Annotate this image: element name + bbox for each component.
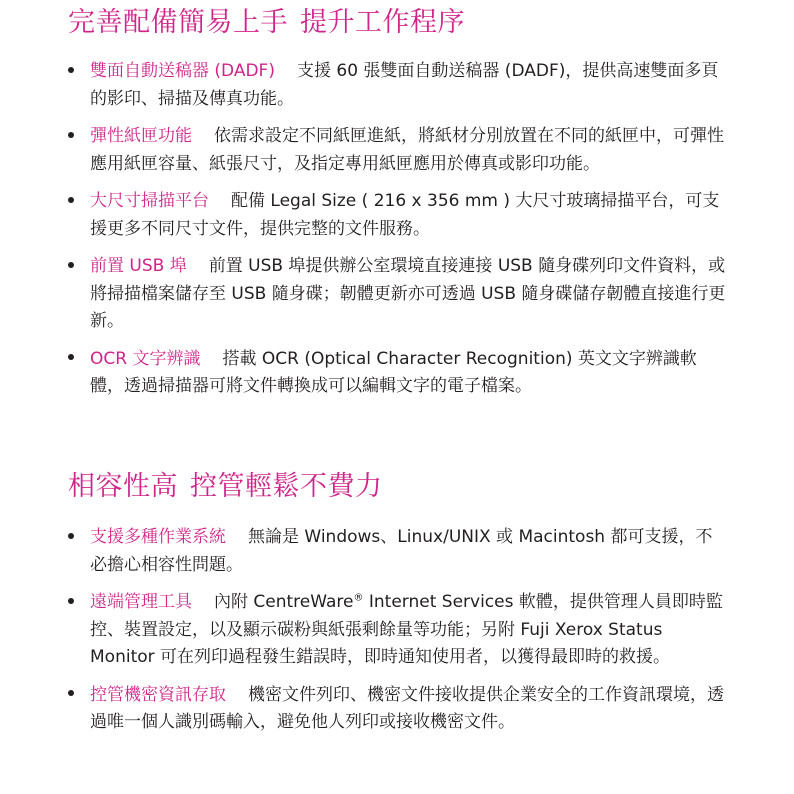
feature-name: 彈性紙匣功能 bbox=[90, 126, 192, 146]
feature-item-ocr bbox=[68, 346, 728, 401]
feature-name: 支援多種作業系統 bbox=[90, 527, 226, 547]
feature-description: 前置 USB 埠提供辦公室環境直接連接 USB 隨身碟列印文件資料，或將掃描檔案儲存至 USB 隨身碟；韌體更新亦可透過 USB 隨身碟儲存韌體直接進行更新。 bbox=[90, 256, 726, 331]
feature-item-dadf bbox=[68, 58, 728, 113]
feature-description-part: 內附 CentreWare bbox=[214, 592, 354, 612]
feature-list bbox=[68, 524, 728, 737]
feature-description: 支援 60 張雙面自動送稿器 (DADF)，提供高速雙面多頁的影印、掃描及傳真功能。 bbox=[90, 61, 719, 109]
bullet-icon bbox=[68, 524, 82, 552]
feature-name: 前置 USB 埠 bbox=[90, 256, 187, 276]
bullet-icon bbox=[68, 253, 82, 281]
section-title bbox=[68, 470, 728, 504]
feature-name: OCR 文字辨識 bbox=[90, 348, 201, 369]
bullet-icon bbox=[68, 188, 82, 216]
section-compatibility bbox=[68, 470, 728, 747]
feature-description: 搭載 OCR (Optical Character Recognition) 英文文字辨識軟體，透過掃描器可將文件轉換成可以編輯文字的電子檔案。 bbox=[90, 348, 697, 396]
feature-item-os-support bbox=[68, 524, 728, 579]
feature-description: 機密文件列印、機密文件接收提供企業安全的工作資訊環境，透過唯一個人識別碼輸入，避免他人列印或接收機密文件。 bbox=[90, 684, 724, 732]
bullet-icon bbox=[68, 346, 82, 374]
feature-description: 依需求設定不同紙匣進紙，將紙材分別放置在不同的紙匣中，可彈性應用紙匣容量、紙張尺寸，及指定專用紙匣應用於傳真或影印功能。 bbox=[90, 126, 724, 174]
section-title-part-2: 控管輕鬆不費力 bbox=[190, 471, 383, 502]
feature-list bbox=[68, 58, 728, 401]
feature-description: 配備 Legal Size ( 216 x 356 mm ) 大尺寸玻璃掃描平台，可支援更多不同尺寸文件，提供完整的文件服務。 bbox=[90, 191, 720, 239]
feature-name: 遠端管理工具 bbox=[90, 592, 192, 612]
section-title-part-2: 提升工作程序 bbox=[300, 7, 465, 38]
bullet-icon bbox=[68, 682, 82, 710]
feature-name: 雙面自動送稿器 (DADF) bbox=[90, 61, 275, 81]
bullet-icon bbox=[68, 123, 82, 151]
section-title bbox=[68, 6, 728, 40]
feature-item-secure-access bbox=[68, 682, 728, 737]
feature-item-flexible-tray bbox=[68, 123, 728, 178]
feature-description-part: Internet Services 軟體，提供管理人員即時監控、裝置設定，以及顯示碳粉與紙張剩餘量等功能；另附 Fuji Xerox Status Monitor 可在列印過程發生錯誤時，即時通知使用者，以獲得最即時的救援。 bbox=[90, 592, 723, 667]
feature-description: 無論是 Windows、Linux/UNIX 或 Macintosh 都可支援，不必擔心相容性問題。 bbox=[90, 527, 713, 575]
feature-item-large-scan-platen bbox=[68, 188, 728, 243]
bullet-icon bbox=[68, 589, 82, 617]
feature-name: 大尺寸掃描平台 bbox=[90, 191, 209, 211]
bullet-icon bbox=[68, 58, 82, 86]
feature-item-remote-management bbox=[68, 589, 728, 672]
feature-item-front-usb bbox=[68, 253, 728, 336]
section-easy-setup bbox=[68, 6, 728, 411]
feature-name: 控管機密資訊存取 bbox=[90, 684, 226, 705]
registered-mark: ® bbox=[353, 592, 364, 604]
section-title-part-1: 完善配備簡易上手 bbox=[68, 7, 288, 38]
section-title-part-1: 相容性高 bbox=[68, 471, 178, 502]
